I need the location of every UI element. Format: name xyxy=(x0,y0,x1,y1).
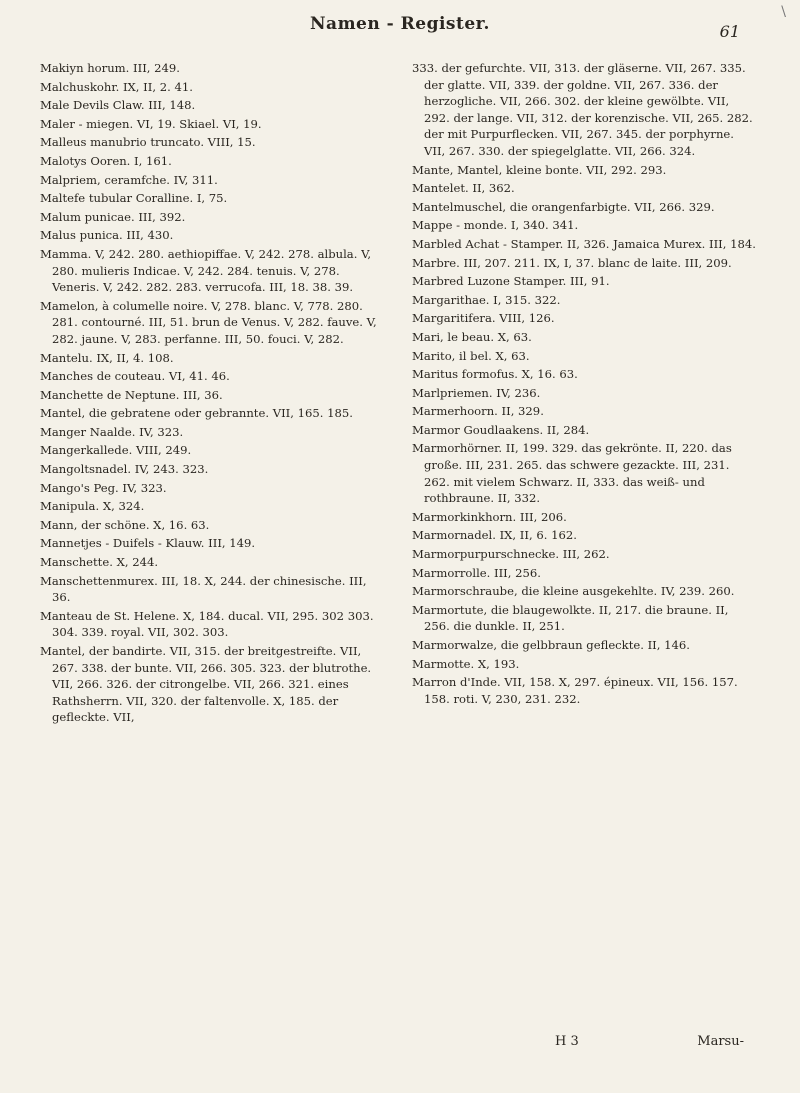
index-entry: Marmorpurpurschnecke. III, 262. xyxy=(412,547,610,562)
index-entry: Marmerhoorn. II, 329. xyxy=(412,404,544,419)
index-entry: Malus punica. III, 430. xyxy=(40,228,174,243)
index-entry: Manger Naalde. IV, 323. xyxy=(40,424,184,439)
index-entry: Marbre. III, 207. 211. IX, I, 37. blanc de laite. III, 209. xyxy=(412,255,732,270)
index-entry: Male Devils Claw. III, 148. xyxy=(40,98,196,113)
index-entry: Marmortute, die blaugewolkte. II, 217. die braune. II, 256. die dunkle. II, 251. xyxy=(412,602,729,634)
index-entry: Mamma. V, 242. 280. aethiopiffae. V, 242. 278. albula. V, 280. mulieris Indicae. V, 242. 284. tenuis. V, 278. Veneris. V, 242. 282. 283. verrucofa. III, 18. 38. 39. xyxy=(40,246,372,295)
index-entry: Mann, der schöne. X, 16. 63. xyxy=(40,517,210,532)
index-entry: Marmorkinkhorn. III, 206. xyxy=(412,509,567,524)
index-entry: Malpriem, ceramfche. IV, 311. xyxy=(40,172,218,187)
index-entry: Mannetjes - Duifels - Klauw. III, 149. xyxy=(40,536,256,551)
right-column xyxy=(412,60,757,709)
index-entry: Marbled Achat - Stamper. II, 326. Jamaica Murex. III, 184. xyxy=(412,236,756,251)
index-entry: Mantelet. II, 362. xyxy=(412,181,515,196)
index-entry: Manteau de St. Helene. X, 184. ducal. VII, 295. 302 303. 304. 339. royal. VII, 302. 303. xyxy=(40,608,374,640)
signature-mark: H 3 xyxy=(555,1034,579,1049)
index-entry: Mantelmuschel, die orangenfarbigte. VII, 266. 329. xyxy=(412,199,715,214)
index-entry: Manipula. X, 324. xyxy=(40,499,145,514)
index-entry: Manschette. X, 244. xyxy=(40,555,159,570)
left-column xyxy=(40,60,385,728)
index-entry: Maler - miegen. VI, 19. Skiael. VI, 19. xyxy=(40,116,262,131)
index-entry: Maritus formofus. X, 16. 63. xyxy=(412,367,578,382)
index-entry: Marmornadel. IX, II, 6. 162. xyxy=(412,528,577,543)
index-entry: Mangerkallede. VIII, 249. xyxy=(40,443,192,458)
index-entry: Mante, Mantel, kleine bonte. VII, 292. 293. xyxy=(412,162,667,177)
running-head: Namen - Register. xyxy=(310,14,490,34)
index-entry: Mari, le beau. X, 63. xyxy=(412,329,532,344)
index-entry: Mamelon, à columelle noire. V, 278. blanc. V, 778. 280. 281. contourné. III, 51. brun de Venus. V, 282. fauve. V, 282. jaune. V, 283. perfanne. III, 50. fouci. V, 282. xyxy=(40,298,377,346)
catchword: Marsu- xyxy=(697,1034,744,1049)
index-entry: Mangoltsnadel. IV, 243. 323. xyxy=(40,462,209,477)
corner-mark: \ xyxy=(781,4,786,20)
index-entry: Marmorschraube, die kleine ausgekehlte. IV, 239. 260. xyxy=(412,584,735,599)
index-entry: Manches de couteau. VI, 41. 46. xyxy=(40,369,230,384)
index-entry: Mappe - monde. I, 340. 341. xyxy=(412,218,579,233)
index-entry: Mantel, der bandirte. VII, 315. der breitgestreifte. VII, 267. 338. der bunte. VII, 266. 305. 323. der blutrothe. VII, 266. 326. der citrongelbe. VII, 266. 321. eines Rathsherrn. VII, 320. der faltenvolle. X, 185. der gefleckte. VII, xyxy=(40,644,372,725)
index-entry: Malotys Ooren. I, 161. xyxy=(40,153,172,168)
index-entry: Manschettenmurex. III, 18. X, 244. der chinesische. III, 36. xyxy=(40,573,367,605)
index-entry: Marmorwalze, die gelbbraun gefleckte. II, 146. xyxy=(412,638,690,652)
page-number: 61 xyxy=(719,22,740,41)
index-entry: Mango's Peg. IV, 323. xyxy=(40,480,167,495)
index-entry: Maltefe tubular Coralline. I, 75. xyxy=(40,191,228,206)
index-entry: Marmor Goudlaakens. II, 284. xyxy=(412,422,590,437)
index-entry: Marmotte. X, 193. xyxy=(412,656,520,671)
index-entry: Marmorhörner. II, 199. 329. das gekrönte. II, 220. das große. III, 231. 265. das schwere gezackte. III, 231. 262. mit vielem Schwarz. II, 333. das weiß- und rothbraune. II, 332. xyxy=(412,441,732,506)
index-entry: Manchette de Neptune. III, 36. xyxy=(40,387,223,402)
index-entry: Malum punicae. III, 392. xyxy=(40,209,186,224)
index-entry: 333. der gefurchte. VII, 313. der gläserne. VII, 267. 335. der glatte. VII, 339. der goldne. VII, 267. 336. der herzogliche. VII, 266. 302. der kleine gewölbte. VII, 292. der lange. VII, 312. der korenzische. VII, 265. 282. der mit Purpurflecken. VII, 267. 345. der porphyrne. VII, 267. 330. der spiegelglatte. VII, 266. 324. xyxy=(412,61,753,158)
index-entry: Mantelu. IX, II, 4. 108. xyxy=(40,350,174,365)
index-entry: Marron d'Inde. VII, 158. X, 297. épineux. VII, 156. 157. 158. roti. V, 230, 231. 232. xyxy=(412,675,738,706)
index-entry: Marito, il bel. X, 63. xyxy=(412,348,530,363)
index-entry: Marbred Luzone Stamper. III, 91. xyxy=(412,274,610,289)
index-entry: Malchuskohr. IX, II, 2. 41. xyxy=(40,79,193,94)
index-entry: Marlpriemen. IV, 236. xyxy=(412,385,541,400)
index-entry: Margarithae. I, 315. 322. xyxy=(412,292,561,307)
index-entry: Margaritifera. VIII, 126. xyxy=(412,311,555,326)
index-entry: Malleus manubrio truncato. VIII, 15. xyxy=(40,135,256,150)
index-entry: Makiyn horum. III, 249. xyxy=(40,61,180,75)
index-entry: Marmorrolle. III, 256. xyxy=(412,565,541,580)
index-entry: Mantel, die gebratene oder gebrannte. VII, 165. 185. xyxy=(40,406,353,421)
